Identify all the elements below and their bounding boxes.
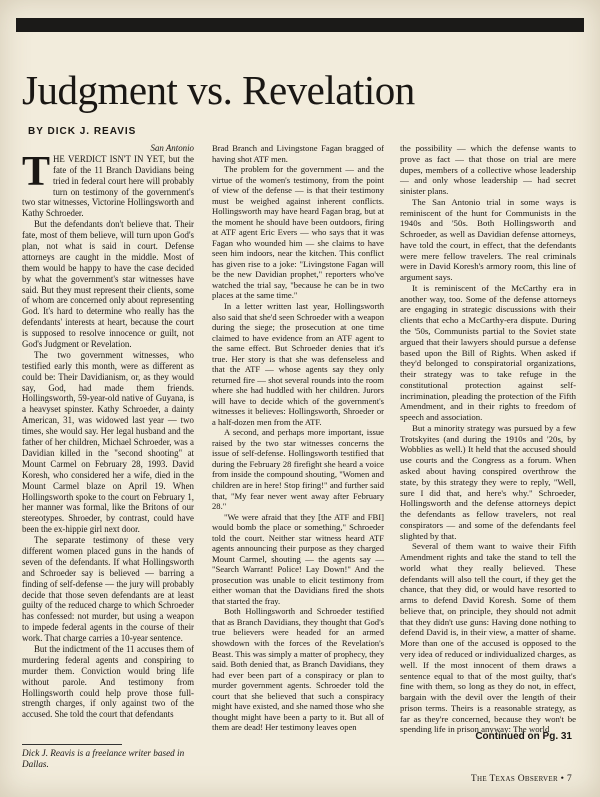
- page-number: 7: [566, 774, 572, 784]
- continued-link[interactable]: Continued on Pg. 31: [475, 731, 572, 742]
- footer-separator: •: [560, 774, 565, 784]
- paragraph: THE VERDICT ISN'T IN YET, but the fate of the 11 Branch Davidians being tried in federal court here will probably turn on testimony of the government's two star witnesses, Victorine Hollingsworth and Kathy Schroeder.: [22, 148, 194, 219]
- paragraph: Several of them want to waive their Fifth Amendment rights and take the stand to tell the world what they really believed. These defendants will also tell the court, if they get the chance, that they did, or would have resorted to arms to defend David Koresh. Some of them believe that, on principle, they should not admit that they didn't use guns: Having done nothing to defend David is, in their view, a matter of shame. More than one of the accused is opposed to the very idea of reduced or individualized charges, as well. If the most innocent of them draws a sentence equal to that of the most guilty, that's fine with them, so long as they do not, in effect, bargain with the devil over the length of their prison terms. Theirs is a reasonable strategy, as far as they're concerned, because they won't be spending life in prison anyway: The world: [400, 541, 576, 735]
- paragraph: The two government witnesses, who testified early this month, were as different as could be: Their Davidianism, or, as they would say, God, had made them friends. Hollingsworth, 59-year-old native of Guyana, is a heavyset spinster. Kathy Schroeder, a dainty American, 31, was widowed last year — two times, she would say. Her legal husband and the father of her children, Michael Schroeder, was a Davidian killed in the "second shooting" at Mount Carmel on February 28, 1993. David Koresh, who considered her a wife, died in the Mount Carmel blaze on April 19. When Hollingsworth spoke to the court on February 1, her manner was formal, like the Britons of our stereotypes. Shroeder, by contrast, could have been the ex-hippie girl next door.: [22, 349, 194, 535]
- author-note: Dick J. Reavis is a freelance writer based in Dallas.: [22, 748, 185, 770]
- paragraph: Brad Branch and Livingstone Fagan bragged of having shot ATF men.: [212, 143, 384, 164]
- paragraph: Both Hollingsworth and Schroeder testified that as Branch Davidians, they thought that God's true believers were headed for an armed showdown with the forces of the Revelation's Beast. This was simply a matter of prophecy, they said. Both denied that, as Branch Davidians, they had ever been part of a conspiracy or plan to murder government agents. Schroeder told the court that she believed that such a conspiracy might have existed, and she named those who she thought might have been a party to it. But all of them are dead! Her testimony leaves open: [212, 606, 384, 733]
- column-1: [22, 143, 194, 720]
- paragraph: The problem for the government — and the virtue of the women's testimony, from the point of view of the defense — is that their testimony must be weighed against inherent conflicts. Hollingsworth may have heard Fagan brag, but at the moment he should have been outdoors, firing at ATF agent Eric Evers — who says that it was Fagan who wounded him — she claims to have seen him indoors, near the kitchen. This conflict has given rise to a joke: "Livingstone Fagan will be the new Davidian prophet," reporters who've watched the trial say, "because he can be in two places at the same time.": [212, 164, 384, 301]
- byline: BY DICK J. REAVIS: [28, 126, 137, 137]
- drop-cap: T: [22, 148, 51, 195]
- paragraph: the possibility — which the defense wants to prove as fact — that those on trial are mere dupes, members of a collective whose leadership — and only whose leadership — had secret sinister plans.: [400, 143, 576, 197]
- paragraph: But the defendants don't believe that. Their fate, most of them believe, will turn upon God's plan, not what is said in court. Defense attorneys are caught in the middle. Most of them would be happy to have the case decided by what the government's star witnesses have said. But they must represent their clients, some of whom are concerned only about representing God. It's hard to determine who really has the defendants' interests at heart, because the court is supposed to resolve innocence or guilt, not God's Judgment or Revelation.: [22, 219, 194, 350]
- page-footer: [471, 774, 572, 784]
- column-2: [212, 143, 384, 733]
- publication-name: The Texas Observer: [470, 774, 558, 784]
- header-rule: [16, 18, 584, 32]
- dateline: San Antonio: [150, 143, 194, 153]
- article-headline: Judgment vs. Revelation: [22, 67, 415, 113]
- paragraph: It is reminiscent of the McCarthy era in another way, too. Some of the defense attorneys are engaging in strategic discussions with their clients that echo a McCarthy-era dispute. During the '50s, Communists partial to the Soviet state argued that their lawyers should pursue a defense based upon the Bill of Rights. When asked if they'd belonged to conspiratorial organizations, their strategy was to take refuge in the constitutional protection against self-incrimination, pleading the protection of the Fifth Amendment, and in their rights to freedom of speech and association.: [400, 282, 576, 423]
- paragraph: The separate testimony of these very different women placed guns in the hands of seven of the defendants. If what Hollingsworth and Schroeder say is believed — barring a finding of self-defense — the jury will probably decide that those seven defendants are at least guilty of the reduced charge to which Schroeder has confessed: not murder, but using a weapon to impede federal agents in the course of their work. That charge carries a 10-year sentence.: [22, 535, 194, 644]
- paragraph: The San Antonio trial in some ways is reminiscent of the hunt for Communists in the 1940s and '50s. Both Hollingsworth and Schroeder, as well as Davidian defense attorneys, have told the court, in effect, that the defendants were mere fellow travelers. The real criminals were in David Koresh's armory room, this line of argument says.: [400, 196, 576, 283]
- paragraph: But a minority strategy was pursued by a few Trotskyites (and during the 1910s and '20s, by Wobblies as well.) It held that the accused should use courts and the Congress as a forum. When asked about having conspired overthrow the state, by this strategy they were to reply, "Well, sure I did that, and here's why." Schroeder, Hollingsworth and the defense attorneys depict the defendants as fellow travelers, not real conspirators — and some of the defendants feel slighted by that.: [400, 422, 576, 541]
- author-note-rule: [22, 744, 122, 745]
- paragraph: In a letter written last year, Hollingsworth also said that she'd seen Schroeder with a weapon during the siege; the prosecution at one time claimed to have evidence from an ATF agent to the same effect. But Schroeder denies that it's true. Her story is that she was defenseless and that the ATF — whose agents say they only returned fire — shot several rounds into the room where she had huddled with her children. Jurors will have to decide which of the government's witnesses it believes: Hollingsworth, Shroeder or a half-dozen men from the ATF.: [212, 300, 384, 427]
- paragraph: "We were afraid that they [the ATF and FBI] would bomb the place or something," Schroeder told the court. Neither star witness heard ATF agents announcing their purpose as they charged Mount Carmel, shouting — the agents say — "Search Warrant! Police! Lay Down!" And the prosecution was unable to elicit testimony from either woman that the Davidians fired the shots that started the fray.: [212, 511, 384, 606]
- column-3: [400, 143, 576, 735]
- paragraph: But the indictment of the 11 accuses them of murdering federal agents and conspiring to murder them. Conviction would bring life without parole. And testimony from Hollingsworth could help prove those full-strength charges, if only against two of the accused. She told the court that defendants: [22, 643, 194, 720]
- paragraph: A second, and perhaps more important, issue raised by the two star witnesses concerns the issue of self-defense. Hollingsworth testified that during the February 28 firefight she heard a voice from inside the compound shouting, "Women and children are in here! Stop firing!" and further said that, "My fear never went away after February 28.": [212, 427, 384, 512]
